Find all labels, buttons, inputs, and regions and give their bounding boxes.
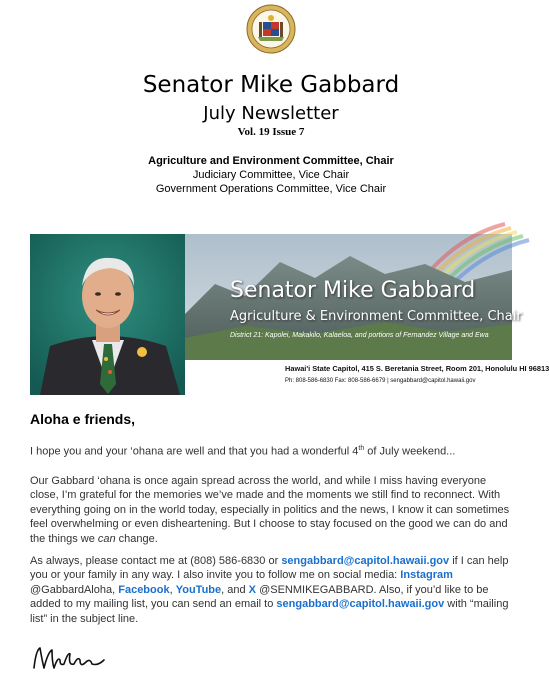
state-seal [246,4,296,54]
banner-district: District 21: Kapolei, Makakilo, Kalaeloa, and portions of Fernandez Village and Ewa [230,332,489,339]
youtube-link[interactable]: YouTube [175,583,222,596]
intro-text: I hope you and your ‘ohana are well and that you had a wonderful 4 [30,445,359,458]
ohana-text: Our Gabbard ‘ohana is once again spread across the world, and while I miss having everyone close, I’m grateful for the memories we’ve made and the moments we still find to reconnect. With everything going on in the world today, especially in politics and the news, I know it can sometimes feel overwhelming or even disheartening. But I choose to stay focused on the good we can do and the things we [30,475,510,545]
banner-address: Hawai'i State Capitol, 415 S. Beretania Street, Room 201, Honolulu HI 96813 [285,364,549,373]
banner-senator-name: Senator Mike Gabbard [230,278,476,303]
banner-phone: Ph: 808-586-6830 Fax: 808-586-6679 | sengabbard@capitol.hawaii.gov [285,378,476,384]
banner-committee: Agriculture & Environment Committee, Chair [230,309,522,324]
contact-text: As always, please contact me at (808) 586-6830 or [30,555,282,567]
contact-text-6: @SENMIKEGABBARD. Also, if you’d like to be added to my mailing list, you can send an email to [30,583,489,611]
contact-text-4: , [169,583,176,596]
contact-text-5: , and [221,583,249,596]
signature [30,642,110,676]
contact-text-7: with “mailing list” in the subject line. [30,598,509,625]
paragraph-intro [30,442,512,459]
x-link[interactable]: X [248,583,257,596]
paragraph-ohana [30,474,512,546]
newsletter-title: Senator Mike Gabbard [142,72,400,98]
ohana-text-end: change. [115,532,158,545]
role-vice-chair-government: Government Operations Committee, Vice Chair [155,183,387,195]
ohana-emphasis: can [97,532,116,545]
role-chair: Agriculture and Environment Committee, Chair [148,155,394,167]
email-link[interactable]: sengabbard@capitol.hawaii.gov [281,555,450,567]
banner-scenery [185,234,549,395]
committee-roles [0,154,542,196]
mailing-list-email-link[interactable]: sengabbard@capitol.hawaii.gov [276,598,445,611]
facebook-link[interactable]: Facebook [118,583,170,596]
contact-text-3: @GabbardAloha, [30,583,119,596]
newsletter-subtitle: July Newsletter [203,103,339,124]
greeting: Aloha e friends, [30,411,136,427]
role-vice-chair-judiciary: Judiciary Committee, Vice Chair [192,169,350,181]
contact-text-2: if I can help you or your family in any way. I also invite you to follow me on social media: [30,555,509,582]
instagram-link[interactable]: Instagram [400,569,453,582]
senator-photo [30,234,185,395]
intro-text-end: of July weekend... [364,445,456,458]
intro-superscript: th [358,445,365,452]
issue-label: Vol. 19 Issue 7 [237,126,305,138]
paragraph-contact [30,554,512,626]
header-banner [30,234,549,395]
